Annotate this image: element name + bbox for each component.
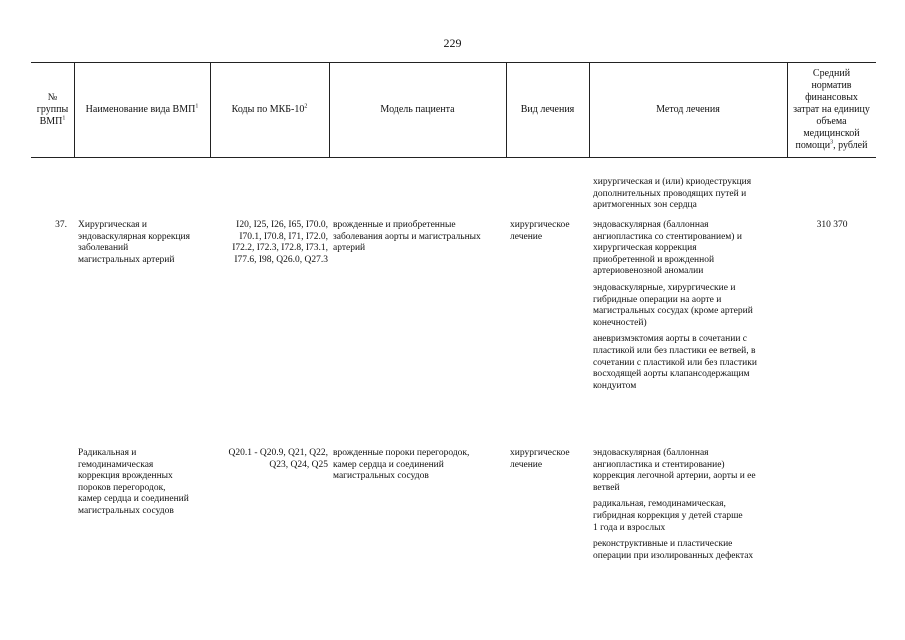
- row-name: Радикальная и гемодинамическая коррекция врожденных пороков перегородок, камер сердца и соединений магистральных сосудов: [78, 448, 189, 516]
- method-item: эндоваскулярные, хирургические и гибридные операции на аорте и магистральных сосудах (кроме артерий конечностей): [593, 282, 753, 328]
- row-treatment: хирургическое лечение: [510, 220, 570, 242]
- header-treatment: [506, 62, 589, 157]
- header-treatment-label: Вид лечения: [520, 103, 575, 115]
- header-name-label: Наименование вида ВМП: [85, 103, 196, 115]
- header-cost-label: Средний норматив финансовых затрат на единицу объема медицинской помощи: [793, 67, 870, 151]
- page-number: 229: [443, 36, 462, 50]
- footnote-mark: 1: [62, 115, 66, 122]
- footnote-mark: 3: [830, 139, 834, 146]
- row-model: врожденные пороки перегородок, камер сердца и соединений магистральных сосудов: [333, 448, 470, 482]
- header-model: [329, 62, 506, 157]
- method-item: хирургическая и (или) криодеструкция дополнительных проводящих путей и аритмогенных зон сердца: [593, 177, 752, 211]
- method-item: эндоваскулярная (баллонная ангиопластика и стентирование) коррекция легочной артерии, аорты и ее ветвей: [593, 448, 756, 493]
- method-item: эндоваскулярная (баллонная ангиопластика со стентированием) и хирургическая коррекция приобретенной и врожденной артериовенозной аномалии: [593, 220, 742, 277]
- header-method: [589, 62, 787, 157]
- header-codes: [210, 62, 329, 157]
- method-list: [593, 448, 793, 567]
- row-cost: 310 370: [816, 220, 848, 230]
- header-name: [74, 62, 210, 157]
- row-group-number: 37.: [55, 220, 67, 230]
- method-list-carryover: [593, 177, 793, 217]
- method-list: [593, 220, 793, 397]
- header-group-label: № группы ВМП: [36, 91, 69, 127]
- method-item: аневризмэктомия аорты в сочетании с пластикой или без пластики ее ветвей, в сочетании с пластикой или без пластики восходящей аорты клапансодержащим кондуитом: [593, 334, 757, 391]
- row-name: Хирургическая и эндоваскулярная коррекция заболеваний магистральных артерий: [78, 220, 191, 265]
- footnote-mark: 2: [304, 103, 308, 110]
- header-codes-label: Коды по МКБ-10: [231, 103, 305, 115]
- method-item: радикальная, гемодинамическая, гибридная коррекция у детей старше 1 года и взрослых: [593, 499, 743, 533]
- header-method-label: Метод лечения: [656, 103, 720, 115]
- footnote-mark: 1: [195, 103, 199, 110]
- row-codes: I20, I25, I26, I65, I70.0, I70.1, I70.8, I71, I72.0, I72.2, I72.3, I72.8, I73.1, I77.6, I98, Q26.0, Q27.3: [232, 220, 328, 265]
- header-group: [31, 62, 74, 157]
- row-model: врожденные и приобретенные заболевания аорты и магистральных артерий: [333, 220, 481, 254]
- row-codes: Q20.1 - Q20.9, Q21, Q22, Q23, Q24, Q25: [228, 448, 328, 470]
- header-bottom-rule: [31, 157, 876, 158]
- header-model-label: Модель пациента: [380, 103, 455, 115]
- header-cost: [787, 62, 876, 157]
- header-cost-suffix: , рублей: [833, 139, 868, 151]
- row-treatment: хирургическое лечение: [510, 448, 570, 470]
- method-item: реконструктивные и пластические операции при изолированных дефектах: [593, 539, 754, 561]
